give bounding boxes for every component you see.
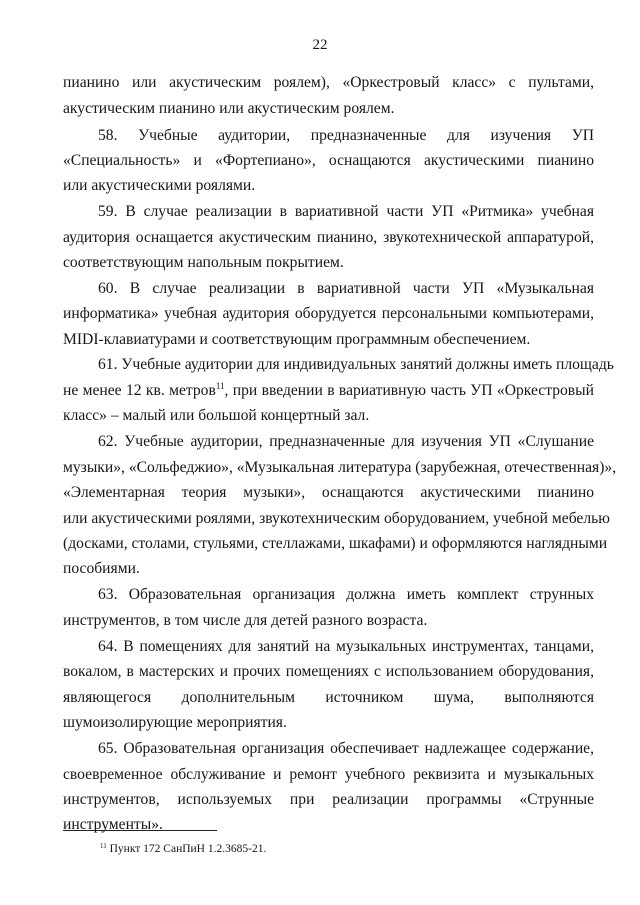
paragraph-61-line: 61. Учебные аудитории для индивидуальных занятий должны иметь площадь [98,356,614,373]
text-line: инструменты». [63,816,163,833]
text-line: акустическим пианино или акустическим роялем. [63,100,395,117]
footnote-reference: 11 [215,381,225,391]
paragraph-58-line: 58. Учебные аудитории, предназначенные для изучения УП [98,127,594,144]
text-line: пианино или акустическим роялем), «Оркестровый класс» с пультами, [63,74,594,91]
page-number: 22 [312,37,328,53]
text-fragment: , при введении в вариативную часть УП «Оркестровый [224,382,594,399]
paragraph-63-line: 63. Образовательная организация должна иметь комплект струнных [98,586,594,603]
text-line: аудитория оснащается акустическим пианино, звукотехнической аппаратурой, [63,229,594,246]
text-line: (досками, столами, стульями, стеллажами, шкафами) и оформляются наглядными [63,535,608,552]
footnote-text: Пункт 172 СанПиН 1.2.3685-21. [109,843,267,855]
text-line: соответствующим напольным покрытием. [63,254,344,271]
text-line: MIDI-клавиатурами и соответствующим программным обеспечением. [63,331,531,348]
footnote-marker: 11 [100,842,107,850]
text-line: «Специальность» и «Фортепиано», оснащаются акустическими пианино [63,152,594,169]
text-line: или акустическими роялями. [63,177,256,194]
text-line: являющегося дополнительным источником шума, выполняются [63,689,594,706]
paragraph-59-line: 59. В случае реализации в вариативной части УП «Ритмика» учебная [98,203,594,220]
footnote-separator [63,830,217,831]
text-line: музыки», «Сольфеджио», «Музыкальная литература (зарубежная, отечественная)», [63,459,617,476]
text-line-with-footnote [63,381,594,401]
paragraph-60-line: 60. В случае реализации в вариативной части УП «Музыкальная [98,280,594,297]
text-line: инструментов, в том числе для детей разного возраста. [63,612,428,629]
text-line: шумоизолирующие мероприятия. [63,714,287,731]
text-line: инструментов, используемых при реализации программы «Струнные [63,791,594,808]
text-line: «Элементарная теория музыки», оснащаются акустическими пианино [63,484,594,501]
text-line: класс» – малый или большой концертный зал. [63,407,370,424]
text-line: или акустическими роялями, звукотехническим оборудованием, учебной мебелью [63,510,610,527]
text-line: пособиями. [63,560,140,577]
paragraph-64-line: 64. В помещениях для занятий на музыкальных инструментах, танцами, [98,638,594,655]
paragraph-62-line: 62. Учебные аудитории, предназначенные для изучения УП «Слушание [98,433,594,450]
text-line: информатика» учебная аудитория оборудуется персональными компьютерами, [63,305,594,322]
footnote [100,842,266,856]
text-fragment: не менее 12 кв. метров [63,382,216,399]
paragraph-65-line: 65. Образовательная организация обеспечивает надлежащее содержание, [98,740,594,757]
text-line: своевременное обслуживание и ремонт учебного реквизита и музыкальных [63,766,594,783]
text-line: вокалом, в мастерских и прочих помещениях с использованием оборудования, [63,663,594,680]
